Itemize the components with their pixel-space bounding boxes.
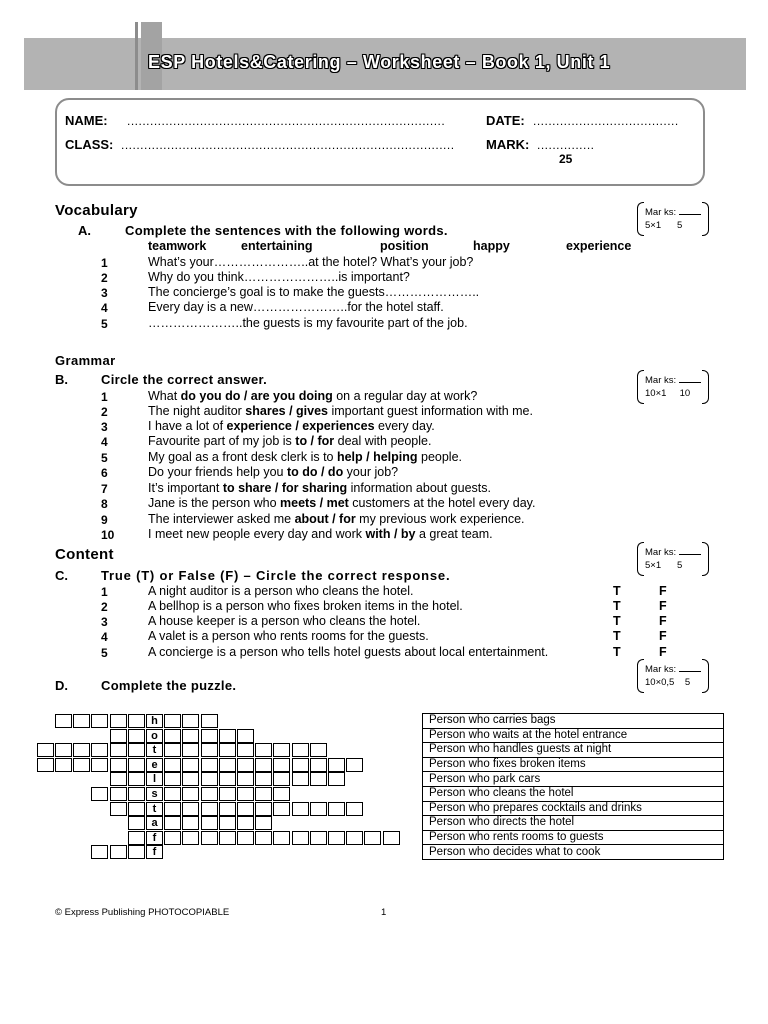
sentence-text: I meet new people every day and work [148, 527, 366, 541]
sentence-text: deal with people. [334, 434, 432, 448]
crossword-cell[interactable] [182, 816, 199, 830]
crossword-cell[interactable] [91, 758, 108, 772]
crossword-cell[interactable] [110, 787, 127, 801]
crossword-cell[interactable] [310, 743, 327, 757]
sentence-text: important guest information with me. [328, 404, 533, 418]
crossword-cell[interactable] [164, 787, 181, 801]
item-number: 1 [101, 390, 108, 404]
crossword-cell[interactable] [37, 758, 54, 772]
puzzle-instruction: Complete the puzzle. [101, 678, 237, 693]
crossword-cell[interactable] [91, 714, 108, 728]
item-number: 3 [101, 420, 108, 434]
crossword-cell[interactable] [328, 802, 345, 816]
clue-text: Person who fixes broken items [423, 757, 724, 772]
crossword-cell[interactable] [73, 714, 90, 728]
answer-choices[interactable]: shares / gives [245, 404, 328, 418]
grammar-sentence [148, 465, 398, 479]
date-field[interactable]: ...................................... [533, 114, 679, 128]
crossword-cell[interactable] [292, 802, 309, 816]
crossword-cell[interactable] [182, 758, 199, 772]
crossword-cell[interactable] [219, 729, 236, 743]
class-field[interactable]: ....................................................................................... [121, 138, 455, 152]
name-label: NAME: [65, 113, 108, 128]
clue-table [422, 713, 724, 860]
clue-row [423, 786, 724, 801]
clue-row [423, 801, 724, 816]
crossword-cell[interactable] [237, 758, 254, 772]
crossword-cell[interactable] [237, 729, 254, 743]
marks-total: 5 [676, 220, 683, 231]
question-letter: D. [55, 678, 68, 693]
crossword-key-cell[interactable]: o [146, 729, 163, 743]
crossword-cell[interactable] [182, 787, 199, 801]
marks-box [637, 370, 709, 404]
grammar-sentence [148, 404, 533, 418]
crossword-cell[interactable] [237, 831, 254, 845]
marks-total: 10 [679, 388, 691, 399]
crossword-cell[interactable] [91, 743, 108, 757]
crossword-cell[interactable] [255, 758, 272, 772]
false-option[interactable]: F [659, 645, 667, 659]
item-number: 6 [101, 466, 108, 480]
statement-text: A valet is a person who rents rooms for the guests. [148, 629, 429, 643]
item-number: 7 [101, 482, 108, 496]
false-option[interactable]: F [659, 629, 667, 643]
statement-text: A night auditor is a person who cleans the hotel. [148, 584, 414, 598]
crossword-cell[interactable] [55, 714, 72, 728]
crossword-cell[interactable] [128, 802, 145, 816]
crossword-key-cell[interactable]: t [146, 743, 163, 757]
mark-field[interactable]: ............... [537, 138, 595, 152]
sentence-text: My goal as a front desk clerk is to [148, 450, 337, 464]
question-letter: A. [78, 223, 91, 238]
grammar-instruction: Circle the correct answer. [101, 372, 268, 387]
crossword-cell[interactable] [201, 714, 218, 728]
answer-choices[interactable]: meets / met [280, 496, 349, 510]
crossword-cell[interactable] [73, 743, 90, 757]
word-bank-item: position [380, 239, 429, 253]
crossword-cell[interactable] [201, 787, 218, 801]
crossword-key-cell[interactable]: f [146, 845, 163, 859]
crossword-cell[interactable] [128, 772, 145, 786]
crossword-key-cell[interactable]: s [146, 787, 163, 801]
item-number: 4 [101, 435, 108, 449]
mark-label: MARK: [486, 137, 530, 152]
sentence-text: customers at the hotel every day. [348, 496, 536, 510]
statement-text: A bellhop is a person who fixes broken items in the hotel. [148, 599, 463, 613]
item-number: 3 [101, 615, 108, 629]
crossword-cell[interactable] [164, 758, 181, 772]
crossword-cell[interactable] [237, 772, 254, 786]
item-number: 5 [101, 646, 108, 660]
clue-row [423, 714, 724, 729]
clue-text: Person who directs the hotel [423, 816, 724, 831]
crossword-cell[interactable] [219, 802, 236, 816]
crossword-cell[interactable] [273, 772, 290, 786]
crossword-cell[interactable] [182, 772, 199, 786]
crossword-cell[interactable] [128, 729, 145, 743]
crossword-cell[interactable] [310, 831, 327, 845]
crossword-key-cell[interactable]: l [146, 772, 163, 786]
name-field[interactable]: ................................................................................... [127, 114, 446, 128]
page-number: 1 [381, 907, 387, 918]
true-option[interactable]: T [613, 629, 621, 643]
clue-text: Person who park cars [423, 772, 724, 787]
false-option[interactable]: F [659, 614, 667, 628]
crossword-cell[interactable] [237, 802, 254, 816]
sentence-text: Jane is the person who [148, 496, 281, 510]
item-number: 8 [101, 497, 108, 511]
crossword-cell[interactable] [255, 816, 272, 830]
crossword-cell[interactable] [110, 772, 127, 786]
grammar-sentence [148, 450, 462, 464]
grammar-heading: Grammar [55, 353, 116, 368]
crossword-cell[interactable] [273, 743, 290, 757]
crossword-cell[interactable] [73, 758, 90, 772]
crossword-key-cell[interactable]: h [146, 714, 163, 728]
question-letter: B. [55, 372, 68, 387]
marks-label: Mar ks: [645, 375, 677, 386]
statement-text: A house keeper is a person who cleans the hotel. [148, 614, 421, 628]
sentence-text: Favourite part of my job is [148, 434, 296, 448]
item-number: 1 [101, 256, 108, 270]
crossword-cell[interactable] [91, 845, 108, 859]
crossword-cell[interactable] [346, 802, 363, 816]
crossword-cell[interactable] [292, 772, 309, 786]
crossword-cell[interactable] [201, 831, 218, 845]
clue-row [423, 830, 724, 845]
item-number: 10 [101, 528, 115, 542]
sentence-text: The interviewer asked me [148, 512, 295, 526]
marks-total: 5 [684, 677, 691, 688]
grammar-sentence [148, 434, 431, 448]
item-number: 5 [101, 317, 108, 331]
crossword-cell[interactable] [255, 802, 272, 816]
crossword-cell[interactable] [237, 816, 254, 830]
true-option[interactable]: T [613, 614, 621, 628]
clue-text: Person who cleans the hotel [423, 786, 724, 801]
clue-text: Person who rents rooms to guests [423, 830, 724, 845]
word-bank-item: entertaining [241, 239, 313, 253]
vocabulary-sentence: …………………..the guests is my favourite part of the job. [148, 316, 468, 330]
sentence-text: a great team. [415, 527, 493, 541]
marks-formula: 10×1 [645, 388, 667, 399]
worksheet-title: ESP Hotels&Catering – Worksheet – Book 1, Unit 1 [148, 52, 611, 72]
crossword-cell[interactable] [292, 758, 309, 772]
crossword-cell[interactable] [328, 758, 345, 772]
grammar-sentence [148, 481, 491, 495]
crossword-cell[interactable] [364, 831, 381, 845]
crossword-key-cell[interactable]: e [146, 758, 163, 772]
grammar-sentence [148, 512, 525, 526]
crossword-cell[interactable] [219, 743, 236, 757]
item-number: 2 [101, 405, 108, 419]
answer-choices[interactable]: to do / do [286, 465, 344, 479]
marks-label: Mar ks: [645, 664, 677, 675]
grammar-sentence [148, 527, 493, 541]
sentence-text: It’s important [148, 481, 223, 495]
crossword-cell[interactable] [328, 831, 345, 845]
crossword-cell[interactable] [237, 743, 254, 757]
crossword-cell[interactable] [219, 758, 236, 772]
crossword-cell[interactable] [201, 802, 218, 816]
crossword-cell[interactable] [346, 758, 363, 772]
marks-box [637, 542, 709, 576]
mark-total: 25 [559, 152, 573, 166]
sentence-text: What [148, 389, 181, 403]
grammar-sentence [148, 389, 477, 403]
crossword-cell[interactable] [219, 816, 236, 830]
crossword-cell[interactable] [182, 729, 199, 743]
crossword-cell[interactable] [273, 831, 290, 845]
word-bank-item: experience [566, 239, 632, 253]
clue-text: Person who prepares cocktails and drinks [423, 801, 724, 816]
answer-choices[interactable]: about / for [294, 512, 356, 526]
crossword-cell[interactable] [219, 787, 236, 801]
sentence-text: your job? [343, 465, 399, 479]
crossword-cell[interactable] [328, 772, 345, 786]
clue-row [423, 772, 724, 787]
grammar-sentence [148, 419, 435, 433]
crossword-key-cell[interactable]: f [146, 831, 163, 845]
class-label: CLASS: [65, 137, 114, 152]
item-number: 5 [101, 451, 108, 465]
marks-formula: 10×0,5 [645, 677, 675, 688]
date-label: DATE: [486, 113, 525, 128]
answer-choices[interactable]: with / by [365, 527, 416, 541]
crossword-cell[interactable] [110, 714, 127, 728]
crossword-cell[interactable] [55, 758, 72, 772]
crossword-key-cell[interactable]: t [146, 802, 163, 816]
crossword-cell[interactable] [110, 729, 127, 743]
crossword-cell[interactable] [219, 772, 236, 786]
sentence-text: on a regular day at work? [332, 389, 478, 403]
crossword-cell[interactable] [91, 787, 108, 801]
crossword-cell[interactable] [110, 758, 127, 772]
marks-box [637, 659, 709, 693]
crossword-cell[interactable] [273, 787, 290, 801]
crossword-cell[interactable] [182, 743, 199, 757]
crossword-cell[interactable] [110, 845, 127, 859]
item-number: 4 [101, 630, 108, 644]
sentence-text: I have a lot of [148, 419, 227, 433]
crossword-cell[interactable] [110, 743, 127, 757]
marks-label: Mar ks: [645, 207, 677, 218]
crossword-cell[interactable] [164, 802, 181, 816]
true-option[interactable]: T [613, 584, 621, 598]
item-number: 3 [101, 286, 108, 300]
item-number: 4 [101, 301, 108, 315]
marks-label: Mar ks: [645, 547, 677, 558]
clue-row [423, 845, 724, 860]
clue-row [423, 757, 724, 772]
crossword-cell[interactable] [255, 772, 272, 786]
false-option[interactable]: F [659, 599, 667, 613]
answer-choices[interactable]: do you do / are you doing [180, 389, 333, 403]
crossword-cell[interactable] [128, 758, 145, 772]
crossword-cell[interactable] [55, 743, 72, 757]
statement-text: A concierge is a person who tells hotel guests about local entertainment. [148, 645, 549, 659]
item-number: 9 [101, 513, 108, 527]
clue-text: Person who decides what to cook [423, 845, 724, 860]
vocabulary-sentence: Why do you think…………………..is important? [148, 270, 410, 284]
word-bank-item: teamwork [148, 239, 207, 253]
crossword-key-cell[interactable]: a [146, 816, 163, 830]
crossword-cell[interactable] [201, 743, 218, 757]
marks-formula: 5×1 [645, 220, 662, 231]
crossword-cell[interactable] [255, 787, 272, 801]
crossword-cell[interactable] [383, 831, 400, 845]
header-stripe [135, 22, 138, 90]
grammar-sentence [148, 496, 535, 510]
crossword-cell[interactable] [182, 831, 199, 845]
sentence-text: information about guests. [347, 481, 491, 495]
clue-text: Person who waits at the hotel entrance [423, 728, 724, 743]
crossword-cell[interactable] [310, 758, 327, 772]
vocabulary-sentence: The concierge’s goal is to make the guests………………….. [148, 285, 480, 299]
clue-text: Person who carries bags [423, 714, 724, 729]
crossword-cell[interactable] [164, 729, 181, 743]
crossword-cell[interactable] [128, 743, 145, 757]
vocabulary-sentence: Every day is a new…………………..for the hotel staff. [148, 300, 444, 314]
crossword-cell[interactable] [255, 743, 272, 757]
sentence-text: Do your friends help you [148, 465, 287, 479]
crossword-cell[interactable] [310, 802, 327, 816]
crossword-cell[interactable] [273, 758, 290, 772]
question-letter: C. [55, 568, 68, 583]
vocabulary-instruction: Complete the sentences with the following words. [125, 223, 448, 238]
word-bank [148, 239, 206, 253]
crossword-cell[interactable] [128, 831, 145, 845]
crossword-cell[interactable] [128, 845, 145, 859]
clue-row [423, 743, 724, 758]
vocabulary-sentence: What’s your…………………..at the hotel? What’s your job? [148, 255, 474, 269]
crossword-cell[interactable] [164, 743, 181, 757]
crossword-cell[interactable] [255, 831, 272, 845]
crossword-cell[interactable] [310, 772, 327, 786]
crossword-cell[interactable] [128, 816, 145, 830]
crossword-cell[interactable] [128, 787, 145, 801]
crossword-cell[interactable] [110, 802, 127, 816]
false-option[interactable]: F [659, 584, 667, 598]
crossword-cell[interactable] [201, 816, 218, 830]
crossword-cell[interactable] [201, 772, 218, 786]
crossword-cell[interactable] [164, 772, 181, 786]
clue-text: Person who handles guests at night [423, 743, 724, 758]
crossword-cell[interactable] [201, 729, 218, 743]
content-heading: Content [55, 546, 114, 563]
crossword-cell[interactable] [128, 714, 145, 728]
answer-choices[interactable]: to / for [295, 434, 335, 448]
content-instruction: True (T) or False (F) – Circle the correct response. [101, 568, 451, 583]
answer-choices[interactable]: help / helping [336, 450, 418, 464]
crossword-cell[interactable] [182, 714, 199, 728]
answer-choices[interactable]: experience / experiences [226, 419, 375, 433]
answer-choices[interactable]: to share / for sharing [222, 481, 348, 495]
vocabulary-heading: Vocabulary [55, 202, 138, 219]
copyright-notice: © Express Publishing PHOTOCOPIABLE [55, 907, 230, 918]
crossword-cell[interactable] [346, 831, 363, 845]
crossword-cell[interactable] [292, 743, 309, 757]
sentence-text: The night auditor [148, 404, 246, 418]
item-number: 2 [101, 271, 108, 285]
crossword-cell[interactable] [182, 802, 199, 816]
true-option[interactable]: T [613, 645, 621, 659]
crossword-cell[interactable] [164, 714, 181, 728]
crossword-cell[interactable] [164, 831, 181, 845]
crossword-cell[interactable] [237, 787, 254, 801]
marks-box [637, 202, 709, 236]
crossword-cell[interactable] [219, 831, 236, 845]
marks-formula: 5×1 [645, 560, 662, 571]
word-bank-item: happy [473, 239, 510, 253]
crossword-cell[interactable] [273, 802, 290, 816]
crossword-cell[interactable] [164, 816, 181, 830]
clue-row [423, 816, 724, 831]
sentence-text: people. [417, 450, 463, 464]
crossword-cell[interactable] [37, 743, 54, 757]
marks-total: 5 [676, 560, 683, 571]
item-number: 2 [101, 600, 108, 614]
crossword-cell[interactable] [201, 758, 218, 772]
item-number: 1 [101, 585, 108, 599]
sentence-text: every day. [374, 419, 435, 433]
sentence-text: my previous work experience. [355, 512, 525, 526]
crossword-cell[interactable] [292, 831, 309, 845]
true-option[interactable]: T [613, 599, 621, 613]
clue-row [423, 728, 724, 743]
